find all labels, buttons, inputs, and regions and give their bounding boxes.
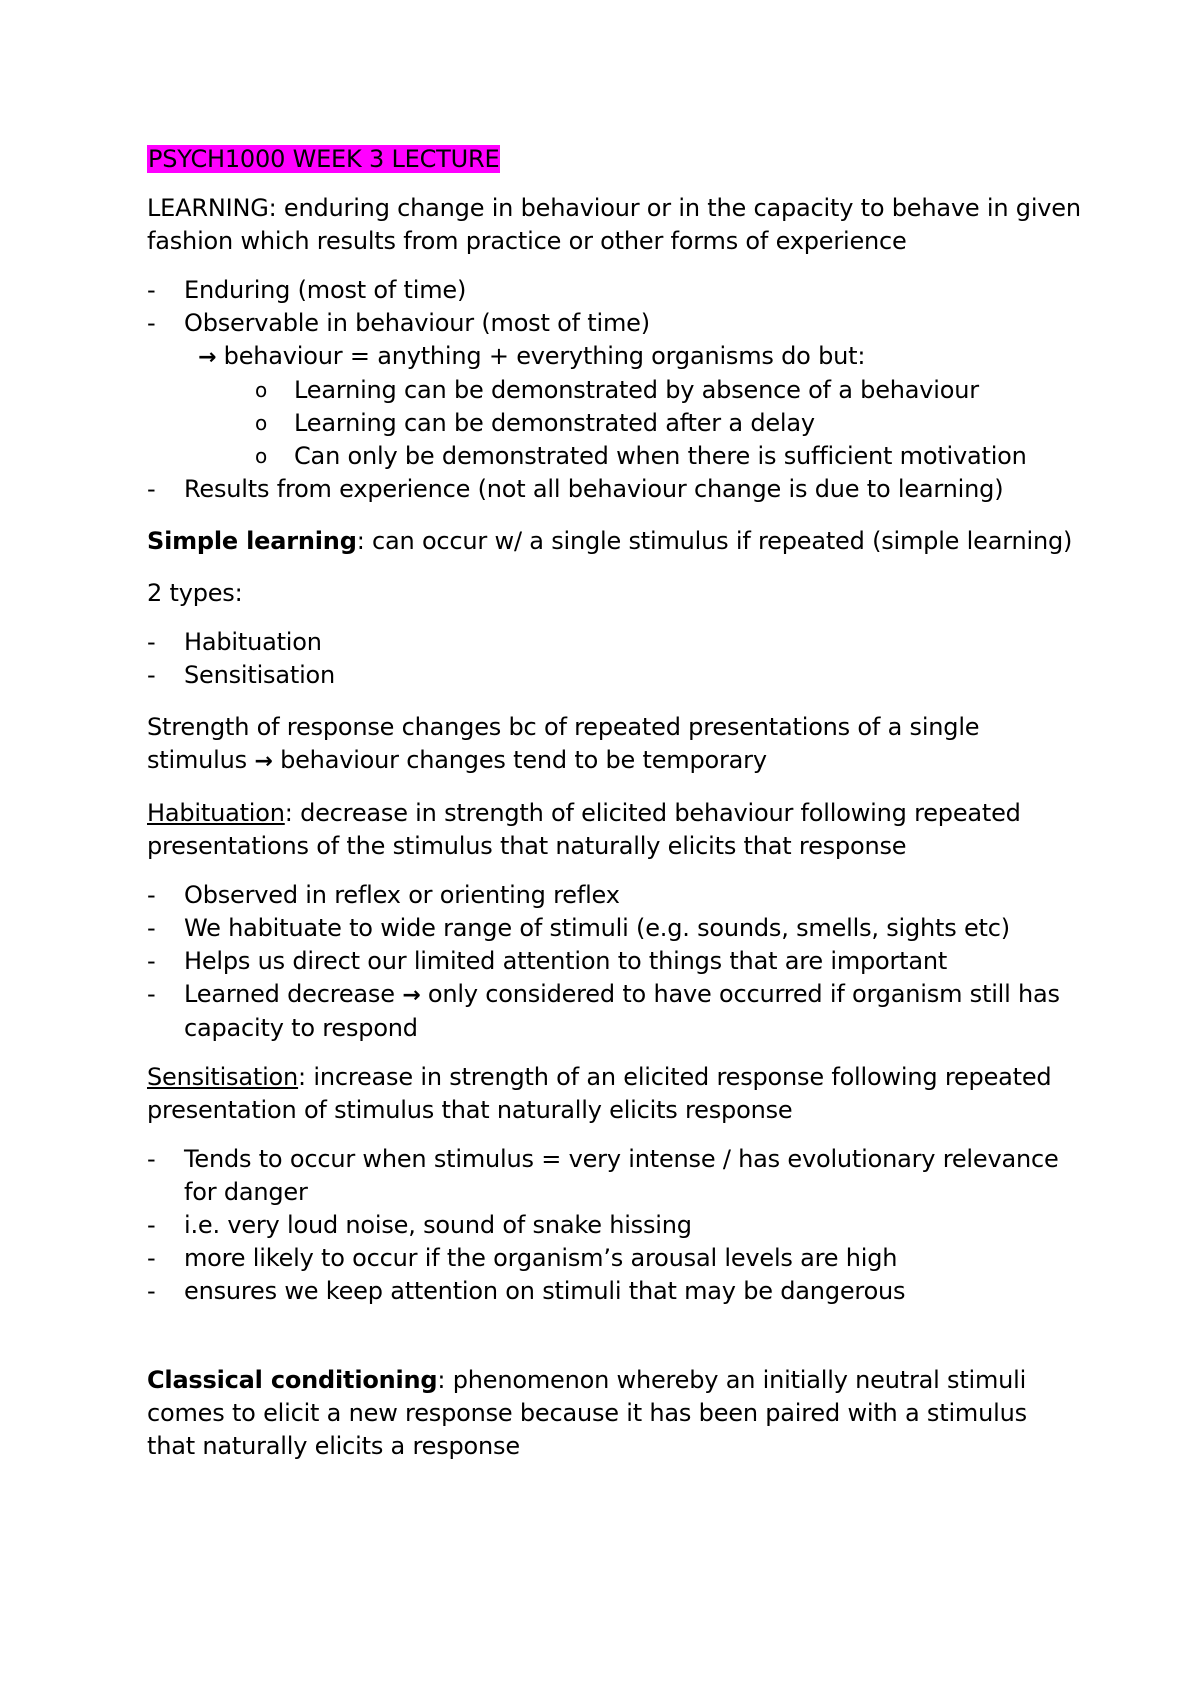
dash-bullet: -	[147, 661, 156, 689]
classical-conditioning-definition: : phenomenon whereby an initially neutral stimuli comes to elicit a new response because it has been paired with a stimulus that naturally elicits a response	[147, 1366, 1027, 1460]
behaviour-arrow-line	[147, 340, 1082, 374]
strength-text-post: behaviour changes tend to be temporary	[280, 746, 767, 774]
strength-paragraph	[147, 711, 1082, 778]
arrow-right-icon: →	[198, 345, 217, 370]
simple-learning-paragraph	[147, 525, 1082, 558]
simple-learning-term: Simple learning	[147, 527, 357, 555]
dash-bullet: -	[147, 947, 156, 975]
list-item-text: Learning can be demonstrated after a delay	[294, 409, 815, 437]
list-item-text: Enduring (most of time)	[184, 276, 467, 304]
list-item	[147, 978, 1082, 1045]
types-label: 2 types:	[147, 579, 243, 607]
dash-bullet: -	[147, 980, 156, 1008]
classical-conditioning-term: Classical conditioning	[147, 1366, 438, 1394]
list-item	[147, 407, 1082, 440]
habituation-definition: : decrease in strength of elicited behaviour following repeated presentations of the stimulus that naturally elicits that response	[147, 799, 1021, 860]
list-item	[147, 1209, 1082, 1242]
arrow-right-icon: →	[402, 983, 421, 1008]
list-item-text: We habituate to wide range of stimuli (e.g. sounds, smells, sights etc)	[184, 914, 1010, 942]
circle-bullet: o	[255, 378, 268, 402]
list-item-text: Tends to occur when stimulus = very intense / has evolutionary relevance for danger	[184, 1145, 1059, 1206]
list-item-text: Sensitisation	[184, 661, 336, 689]
dash-bullet: -	[147, 309, 156, 337]
list-item-text: Learning can be demonstrated by absence of a behaviour	[294, 376, 979, 404]
simple-learning-definition: : can occur w/ a single stimulus if repeated (simple learning)	[356, 527, 1073, 555]
list-item	[147, 274, 1082, 307]
arrow-right-icon: →	[254, 749, 273, 774]
classical-conditioning-paragraph	[147, 1364, 1082, 1463]
list-item-text: more likely to occur if the organism’s arousal levels are high	[184, 1244, 898, 1272]
dash-bullet: -	[147, 1211, 156, 1239]
learning-definition: LEARNING: enduring change in behaviour or in the capacity to behave in given fashion which results from practice or other forms of experience	[147, 194, 1081, 255]
list-item	[147, 1242, 1082, 1275]
dash-bullet: -	[147, 1145, 156, 1173]
list-item	[147, 374, 1082, 407]
list-item	[147, 473, 1082, 506]
learning-bullet-list	[147, 274, 1082, 340]
dash-bullet: -	[147, 475, 156, 503]
list-item	[147, 912, 1082, 945]
list-item-text: ensures we keep attention on stimuli that may be dangerous	[184, 1277, 906, 1305]
list-item	[147, 307, 1082, 340]
learning-bullet-list-end	[147, 473, 1082, 506]
strength-text-pre: Strength of response changes bc of repeated presentations of a single stimulus	[147, 713, 980, 774]
list-item-text: Helps us direct our limited attention to things that are important	[184, 947, 948, 975]
sensitisation-paragraph	[147, 1061, 1082, 1127]
list-item-text: Habituation	[184, 628, 322, 656]
habituation-term: Habituation	[147, 799, 285, 827]
list-item	[147, 945, 1082, 978]
list-item-text: Observed in reflex or orienting reflex	[184, 881, 620, 909]
behaviour-line-text: behaviour = anything + everything organisms do but:	[223, 342, 866, 370]
dash-bullet: -	[147, 1277, 156, 1305]
circle-bullet: o	[255, 444, 268, 468]
list-item-text: Can only be demonstrated when there is sufficient motivation	[294, 442, 1027, 470]
list-item-text-post: only considered to have occurred if organism still has capacity to respond	[184, 980, 1060, 1042]
circle-bullet: o	[255, 411, 268, 435]
dash-bullet: -	[147, 881, 156, 909]
behaviour-sub-list	[147, 374, 1082, 473]
list-item-text: Results from experience (not all behaviour change is due to learning)	[184, 475, 1004, 503]
dash-bullet: -	[147, 914, 156, 942]
dash-bullet: -	[147, 628, 156, 656]
sensitisation-term: Sensitisation	[147, 1063, 299, 1091]
list-item-text-pre: Learned decrease	[184, 980, 395, 1008]
list-item	[147, 659, 1082, 692]
dash-bullet: -	[147, 1244, 156, 1272]
list-item	[147, 1143, 1082, 1209]
habituation-list	[147, 879, 1082, 1045]
types-list	[147, 626, 1082, 692]
page-title-line	[147, 143, 1082, 176]
sensitisation-list	[147, 1143, 1082, 1308]
list-item	[147, 626, 1082, 659]
list-item	[147, 1275, 1082, 1308]
page-title: PSYCH1000 WEEK 3 LECTURE	[148, 145, 500, 173]
list-item-text: i.e. very loud noise, sound of snake hissing	[184, 1211, 692, 1239]
sensitisation-definition: : increase in strength of an elicited response following repeated presentation of stimulus that naturally elicits response	[147, 1063, 1052, 1124]
list-item	[147, 879, 1082, 912]
habituation-paragraph	[147, 797, 1082, 863]
document-page	[147, 143, 1082, 1463]
list-item	[147, 440, 1082, 473]
dash-bullet: -	[147, 276, 156, 304]
list-item-text: Observable in behaviour (most of time)	[184, 309, 650, 337]
